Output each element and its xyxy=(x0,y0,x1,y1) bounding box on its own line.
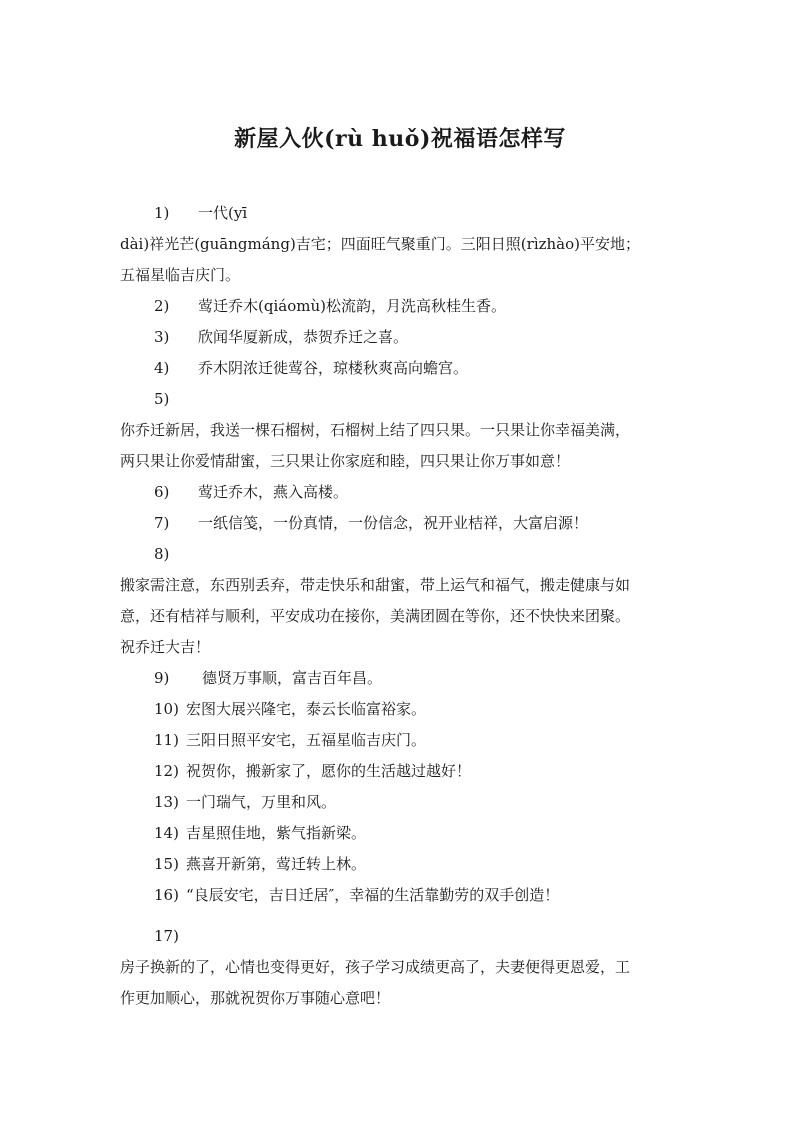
item-text: “良辰安宅，吉日迁居″，幸福的生活靠勤劳的双手创造！ xyxy=(186,886,560,904)
list-item-9 xyxy=(154,668,382,688)
item-number: 14) xyxy=(154,824,179,842)
item-number: 17) xyxy=(154,927,179,945)
list-item-5 xyxy=(154,389,198,409)
list-item-17-line-2: 房子换新的了，心情也变得更好，孩子学习成绩更高了，夫妻便得更恩爱，工 xyxy=(120,958,631,976)
list-item-6 xyxy=(154,482,348,502)
list-item-5-line-3: 两只果让你爱情甜蜜，三只果让你家庭和睦，四只果让你万事如意！ xyxy=(120,452,571,470)
item-number: 8) xyxy=(154,545,170,563)
list-item-1-line-2: dài)祥光芒(guāngmáng)吉宅；四面旺气聚重门。三阳日照(rìzhào)平安地； xyxy=(120,235,641,253)
item-text: 吉星照佳地，紫气指新梁。 xyxy=(186,824,367,842)
item-text: 莺迁乔木，燕入高楼。 xyxy=(198,483,349,501)
list-item-12 xyxy=(154,761,471,781)
item-number: 6) xyxy=(154,483,170,501)
list-item-3 xyxy=(154,327,408,347)
item-number: 11) xyxy=(154,731,179,749)
list-item-16 xyxy=(154,885,559,905)
list-item-7 xyxy=(154,513,588,533)
item-number: 1) xyxy=(154,204,170,222)
item-number: 4) xyxy=(154,359,170,377)
list-item-8-line-3: 意，还有桔祥与顺利，平安成功在接你，美满团圆在等你，还不快快来团聚。 xyxy=(120,607,631,625)
item-text: 宏图大展兴隆宅，泰云长临富裕家。 xyxy=(186,700,427,718)
item-number: 2) xyxy=(154,297,170,315)
item-text: 一门瑞气，万里和风。 xyxy=(186,793,337,811)
item-number: 7) xyxy=(154,514,170,532)
list-item-17 xyxy=(154,926,198,946)
item-text: 三阳日照平安宅，五福星临吉庆门。 xyxy=(186,731,427,749)
item-number: 12) xyxy=(154,762,179,780)
list-item-5-line-2: 你乔迁新居，我送一棵石榴树，石榴树上结了四只果。一只果让你幸福美满， xyxy=(120,421,631,439)
item-number: 9) xyxy=(154,669,170,687)
item-text: 乔木阴浓迁徙莺谷，琼楼秋爽高向蟾宫。 xyxy=(198,359,469,377)
item-number: 13) xyxy=(154,793,179,811)
item-text: 一纸信笺，一份真情，一份信念，祝开业桔祥，大富启源！ xyxy=(198,514,589,532)
item-number: 10) xyxy=(154,700,179,718)
item-number: 5) xyxy=(154,390,170,408)
item-number: 15) xyxy=(154,855,179,873)
item-text: 一代(yī xyxy=(198,204,248,222)
list-item-2 xyxy=(154,296,506,316)
list-item-8 xyxy=(154,544,198,564)
list-item-13 xyxy=(154,792,336,812)
list-item-1 xyxy=(154,203,247,223)
list-item-14 xyxy=(154,823,366,843)
item-text: 祝贺你，搬新家了，愿你的生活越过越好！ xyxy=(186,762,472,780)
list-item-11 xyxy=(154,730,426,750)
page-title: 新屋入伙(rù huǒ)祝福语怎样写 xyxy=(234,126,566,152)
list-item-17-line-3: 作更加顺心，那就祝贺你万事随心意吧！ xyxy=(120,989,391,1007)
list-item-10 xyxy=(154,699,426,719)
item-number: 16) xyxy=(154,886,179,904)
list-item-1-line-3: 五福星临吉庆门。 xyxy=(120,266,241,284)
item-text: 燕喜开新第，莺迁转上林。 xyxy=(186,855,367,873)
list-item-8-line-2: 搬家需注意，东西别丢弃，带走快乐和甜蜜，带上运气和福气，搬走健康与如 xyxy=(120,576,631,594)
list-item-4 xyxy=(154,358,468,378)
item-text: 德贤万事顺，富吉百年昌。 xyxy=(202,669,383,687)
list-item-15 xyxy=(154,854,366,874)
list-item-8-line-4: 祝乔迁大吉！ xyxy=(120,638,211,656)
item-text: 欣闻华厦新成，恭贺乔迁之喜。 xyxy=(198,328,409,346)
item-text: 莺迁乔木(qiáomù)松流韵，月洗高秋桂生香。 xyxy=(198,297,506,315)
item-number: 3) xyxy=(154,328,170,346)
